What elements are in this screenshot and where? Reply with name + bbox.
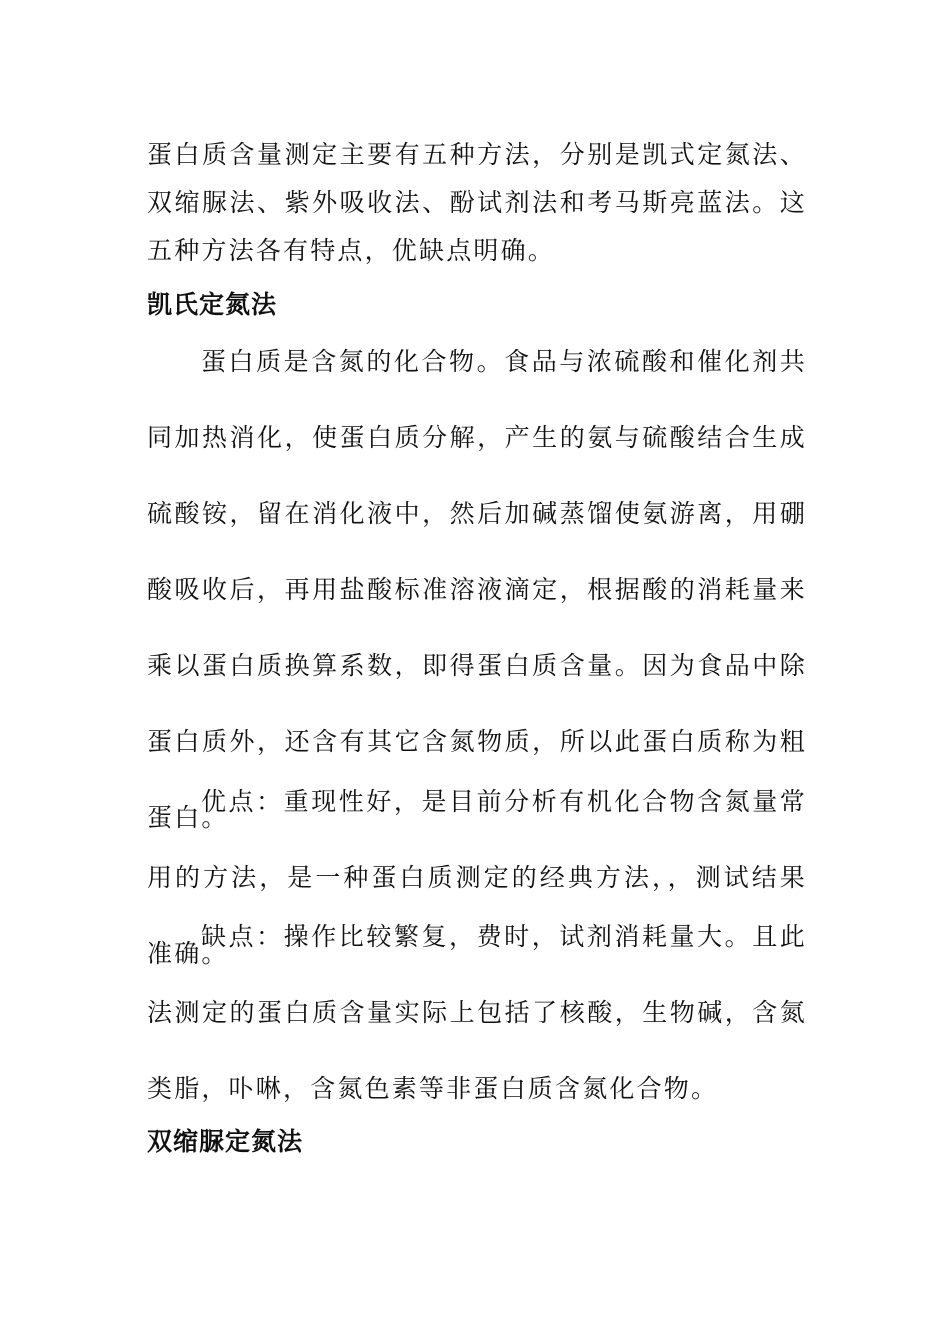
kjeldahl-advantages-paragraph: 优点：重现性好，是目前分析有机化合物含氮量常用的方法，是一种蛋白质测定的经典方法，，测试结果准确。: [147, 787, 807, 968]
intro-paragraph: 蛋白质含量测定主要有五种方法，分别是凯式定氮法、双缩脲法、紫外吸收法、酚试剂法和考马斯亮蓝法。这五种方法各有特点，优缺点明确。: [147, 140, 807, 265]
kjeldahl-disadvantages-paragraph: 缺点：操作比较繁复，费时，试剂消耗量大。且此法测定的蛋白质含量实际上包括了核酸，生物碱，含氮类脂，卟啉，含氮色素等非蛋白质含氮化合物。: [147, 922, 807, 1103]
kjeldahl-description-paragraph: 蛋白质是含氮的化合物。食品与浓硫酸和催化剂共同加热消化，使蛋白质分解，产生的氨与硫酸结合生成硫酸铵，留在消化液中，然后加碱蒸馏使氨游离，用硼酸吸收后，再用盐酸标准溶液滴定，根据酸的消耗量来乘以蛋白质换算系数，即得蛋白质含量。因为食品中除蛋白质外，还含有其它含氮物质，所以此蛋白质称为粗蛋白。: [147, 347, 807, 832]
section-heading-kjeldahl: 凯氏定氮法: [147, 290, 278, 319]
section-heading-biuret: 双缩脲定氮法: [147, 1127, 304, 1156]
